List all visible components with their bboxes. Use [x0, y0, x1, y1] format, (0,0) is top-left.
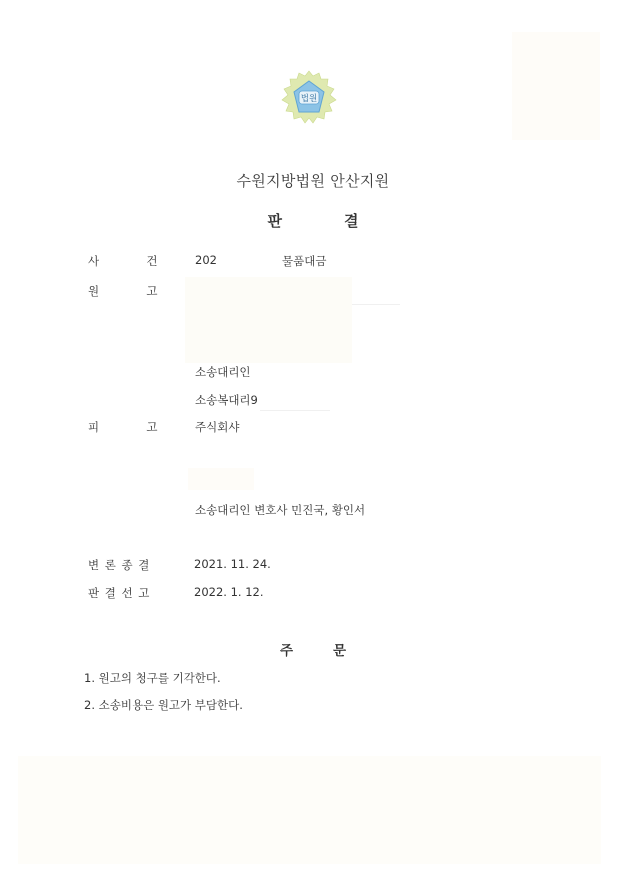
order-title-char-1: 주: [279, 643, 293, 659]
defendant-label: 피 고: [88, 420, 158, 434]
order-title-char-2: 문: [333, 643, 347, 659]
faint-divider: [352, 304, 400, 305]
order-item-1: 1. 원고의 청구를 기각한다.: [84, 671, 221, 685]
title-char-1: 판: [267, 212, 282, 230]
case-number: 202: [195, 253, 217, 267]
faint-divider: [260, 410, 330, 411]
redacted-area-bottom: [18, 756, 601, 864]
redacted-area-top-right: [512, 32, 600, 140]
order-item-2: 2. 소송비용은 원고가 부담한다.: [84, 698, 243, 712]
document-title: [0, 210, 626, 231]
plaintiff-agent: 소송대리인: [195, 365, 251, 379]
plaintiff-sub-agent: 소송복대리9: [195, 393, 258, 407]
defendant-name: 주식회샤: [195, 420, 240, 434]
title-char-2: 결: [344, 212, 359, 230]
sentence-date: 2022. 1. 12.: [194, 585, 264, 599]
closing-date: 2021. 11. 24.: [194, 557, 271, 571]
case-label: 사 건: [88, 254, 158, 268]
sentence-label: 판 결 선 고: [88, 586, 151, 600]
redacted-defendant-info: [188, 468, 254, 490]
defendant-agent: 소송대리인 변호사 민진국, 황인서: [195, 503, 366, 517]
case-name: 물품대금: [282, 254, 327, 268]
closing-label: 변 론 종 결: [88, 558, 151, 572]
order-title: [0, 639, 626, 659]
court-seal-icon: [281, 70, 337, 124]
plaintiff-label: 원 고: [88, 284, 158, 298]
court-name: 수원지방법원 안산지원: [236, 172, 390, 190]
seal-text: 법원: [300, 94, 318, 104]
redacted-plaintiff-info: [185, 277, 352, 363]
